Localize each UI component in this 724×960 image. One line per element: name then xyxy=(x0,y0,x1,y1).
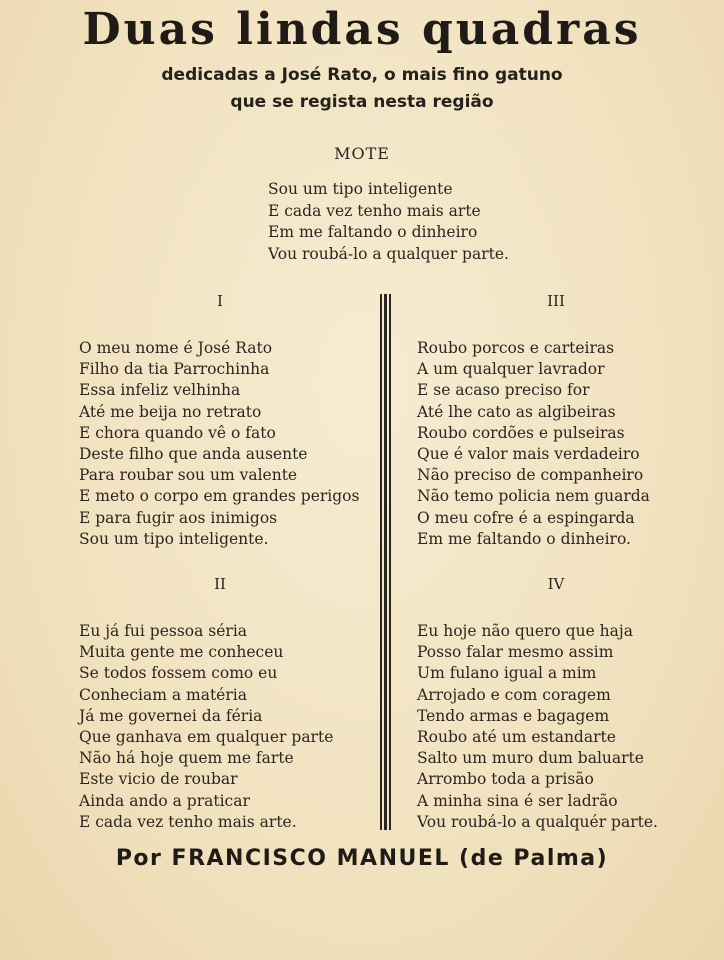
verse-line: Vou roubá-lo a qualquér parte. xyxy=(417,812,658,831)
verse-line: E chora quando vê o fato xyxy=(79,423,276,442)
verse-line: Em me faltando o dinheiro. xyxy=(417,529,631,548)
verse-line: Este vicio de roubar xyxy=(79,770,238,789)
stanza-number-iv: IV xyxy=(547,575,565,593)
verse-line: Tendo armas e bagagem xyxy=(417,706,610,725)
verse-line: Que ganhava em qualquer parte xyxy=(79,728,334,747)
mote-verse xyxy=(268,179,509,265)
verse-line: Não temo policia nem guarda xyxy=(417,487,650,506)
subtitle-line: que se regista nesta região xyxy=(230,92,494,112)
verse-line: Conheciam a matéria xyxy=(79,685,247,704)
verse-line: Que é valor mais verdadeiro xyxy=(417,445,640,464)
verse-line: Roubo até um estandarte xyxy=(417,728,616,747)
verse-line: Eu já fui pessoa séria xyxy=(79,622,248,640)
stanza-i xyxy=(79,338,359,550)
verse-line: Sou um tipo inteligente. xyxy=(79,529,269,548)
verse-line: A minha sina é ser ladrão xyxy=(417,791,618,810)
verse-line: E cada vez tenho mais arte. xyxy=(79,812,297,831)
verse-line: Eu hoje não quero que haja xyxy=(417,622,633,640)
stanza-iv xyxy=(417,621,658,833)
stanza-iii xyxy=(417,338,650,550)
verse-line: O meu cofre é a espingarda xyxy=(417,508,635,527)
verse-line: Sou um tipo inteligente xyxy=(268,180,453,198)
stanza-number-i: I xyxy=(217,292,223,310)
verse-line: Roubo porcos e carteiras xyxy=(417,339,615,357)
verse-line: Ainda ando a praticar xyxy=(79,791,250,810)
author-credit: Por FRANCISCO MANUEL (de Palma) xyxy=(115,846,609,871)
verse-line: E cada vez tenho mais arte xyxy=(268,201,481,220)
subtitle-line: dedicadas a José Rato, o mais fino gatuno xyxy=(161,65,563,85)
verse-line: Até lhe cato as algibeiras xyxy=(417,402,616,421)
verse-line: Salto um muro dum baluarte xyxy=(417,749,644,768)
subtitle xyxy=(0,62,724,116)
verse-line: E para fugir aos inimigos xyxy=(79,508,278,527)
stanza-number-iii: III xyxy=(547,292,565,310)
verse-line: Muita gente me conheceu xyxy=(79,643,284,662)
verse-line: Posso falar mesmo assim xyxy=(417,643,614,662)
page-title: Duas lindas quadras xyxy=(82,4,642,55)
verse-line: Um fulano igual a mim xyxy=(417,664,597,683)
verse-line: A um qualquer lavrador xyxy=(417,360,605,379)
verse-line: Deste filho que anda ausente xyxy=(79,445,308,464)
column-divider xyxy=(379,294,393,830)
stanza-number-ii: II xyxy=(214,575,226,593)
verse-line: Roubo cordões e pulseiras xyxy=(417,423,625,442)
verse-line: Para roubar sou um valente xyxy=(79,466,298,485)
verse-line: Se todos fossem como eu xyxy=(79,664,278,683)
verse-line: Arrombo toda a prisão xyxy=(417,770,594,789)
verse-line: Até me beija no retrato xyxy=(79,402,262,421)
verse-line: Filho da tia Parrochinha xyxy=(79,360,270,379)
verse-line: Em me faltando o dinheiro xyxy=(268,223,478,241)
verse-line: E meto o corpo em grandes perigos xyxy=(79,487,360,506)
verse-line: Já me governei da féria xyxy=(79,706,263,725)
verse-line: Vou roubá-lo a qualquer parte. xyxy=(268,244,509,263)
verse-line: Não preciso de companheiro xyxy=(417,466,644,485)
verse-line: E se acaso preciso for xyxy=(417,381,590,400)
verse-line: Essa infeliz velhinha xyxy=(79,381,241,400)
verse-line: Não há hoje quem me farte xyxy=(79,749,294,768)
mote-heading: MOTE xyxy=(334,144,390,163)
verse-line: Arrojado e com coragem xyxy=(417,685,611,704)
verse-line: O meu nome é José Rato xyxy=(79,339,273,357)
stanza-ii xyxy=(79,621,333,833)
